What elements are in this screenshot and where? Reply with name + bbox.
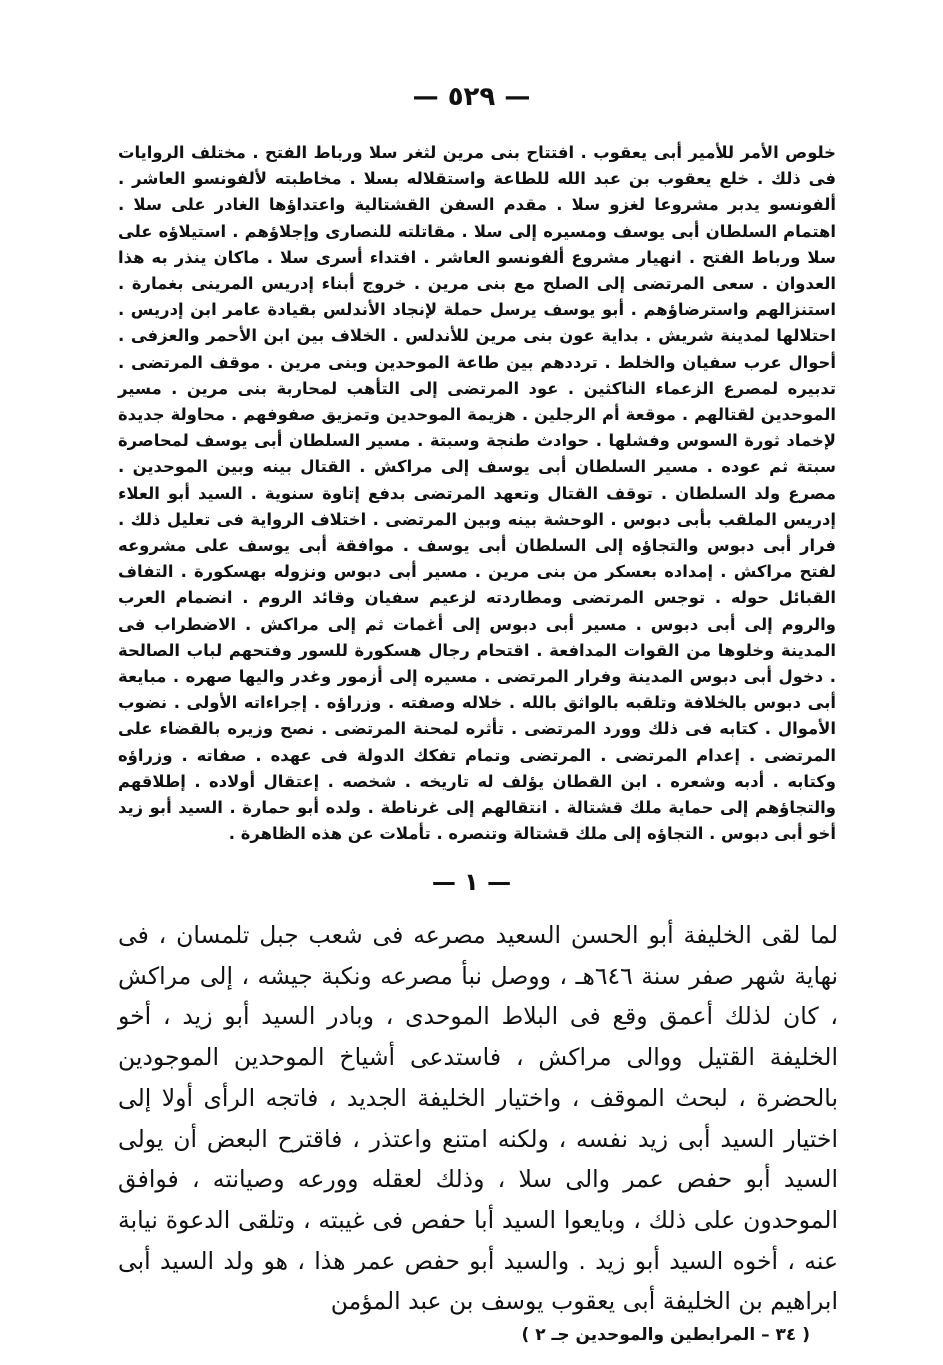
page-number: — ٥٢٩ —	[412, 82, 531, 112]
main-text	[118, 915, 838, 1322]
section-number: — ١ —	[431, 868, 512, 896]
footer-signature: ( ٣٤ – المرابطين والموحدين جـ ٢ )	[521, 1325, 810, 1345]
summary-paragraph: خلوص الأمر للأمير أبى يعقوب . افتتاح بنى مرين لثغر سلا ورباط الفتح . مختلف الروايات فى ذلك . خلع يعقوب بن عبد الله للطاعة واستقلاله بسلا . مخاطبته لألفونسو العاشر . ألفونسو يدبر مشروعا لغزو سلا . مقدم السفن القشتالية واعتداؤها الغادر على سلا . اهتمام السلطان أبى يوسف ومسيره إلى سلا . مقاتلته للنصارى وإجلاؤهم . استيلاؤه على سلا ورباط الفتح . انهيار مشروع ألفونسو العاشر . افتداء أسرى سلا . ماكان ينذر به هذا العدوان . سعى المرتضى إلى الصلح مع بنى مرين . خروج أبناء إدريس المرينى بغمارة . استنزالهم واسترضاؤهم . أبو يوسف يرسل حملة لإنجاد الأندلس بقيادة عامر ابن إدريس . احتلالها لمدينة شريش . بداية عون بنى مرين للأندلس . الخلاف بين ابن الأحمر والعزفى . أحوال عرب سفيان والخلط . ترددهم بين طاعة الموحدين وبنى مرين . موقف المرتضى . تدبيره لمصرع الزعماء الناكثين . عود المرتضى إلى التأهب لمحاربة بنى مرين . مسير الموحدين لقتالهم . موقعة أم الرجلين . هزيمة الموحدين وتمزيق صفوفهم . محاولة جديدة لإخماد ثورة السوس وفشلها . حوادث طنجة وسبتة . مسير السلطان أبى يوسف لمحاصرة سبتة ثم عوده . مسير السلطان أبى يوسف إلى مراكش . القتال بينه وبين الموحدين . مصرع ولد السلطان . توقف القتال وتعهد المرتضى بدفع إتاوة سنوية . السيد أبو العلاء إدريس الملقب بأبى دبوس . الوحشة بينه وبين المرتضى . اختلاف الرواية فى تعليل ذلك . فرار أبى دبوس والتجاؤه إلى السلطان أبى يوسف . موافقة أبى يوسف على مشروعه لفتح مراكش . إمداده بعسكر من بنى مرين . مسير أبى دبوس ونزوله بهسكورة . التفاف القبائل حوله . توجس المرتضى ومطاردته لزعيم سفيان وقائد الروم . انضمام العرب والروم إلى أبى دبوس . مسير أبى دبوس إلى أغمات ثم إلى مراكش . الاضطراب فى المدينة وخلوها من القوات المدافعة . اقتحام رجال هسكورة للسور وفتحهم لباب الصالحة . دخول أبى دبوس المدينة وفرار المرتضى . مسيره إلى أزمور وغدر واليها صهره . مبايعة أبى دبوس بالخلافة وتلقبه بالواثق بالله . خلاله وصفته . وزراؤه . إجراءاته الأولى . نضوب الأموال . كتابه فى ذلك وورد المرتضى . تأثره لمحنة المرتضى . نصح وزيره بالقضاء على المرتضى . إعدام المرتضى . المرتضى وتمام تفكك الدولة فى عهده . صفاته . وزراؤه وكتابه . أدبه وشعره . ابن القطان يؤلف له تاريخه . شخصه . إعتقال أولاده . إطلاقهم والتجاؤهم إلى حماية ملك قشتالة . انتقالهم إلى غرناطة . ولده أبو حمارة . السيد أبو زيد أخو أبى دبوس . التجاؤه إلى ملك قشتالة وتنصره . تأملات عن هذه الظاهرة .	[118, 143, 836, 844]
chapter-summary	[118, 140, 836, 847]
body-paragraph: لما لقى الخليفة أبو الحسن السعيد مصرعه فى شعب جبل تلمسان ، فى نهاية شهر صفر سنة ٦٤٦هـ ، ووصل نبأ مصرعه ونكبة جيشه ، إلى مراكش ، كان لذلك أعمق وقع فى البلاط الموحدى ، وبادر السيد أبو زيد ، أخو الخليفة القتيل ووالى مراكش ، فاستدعى أشياخ الموحدين الموجودين بالحضرة ، لبحث الموقف ، واختيار الخليفة الجديد ، فاتجه الرأى أولا إلى اختيار السيد أبى زيد نفسه ، ولكنه امتنع واعتذر ، فاقترح البعض أن يولى السيد أبو حفص عمر والى سلا ، وذلك لعقله وورعه وصيانته ، فوافق الموحدون على ذلك ، وبايعوا السيد أبا حفص فى غيبته ، وتلقى الدعوة نيابة عنه ، أخوه السيد أبو زيد . والسيد أبو حفص عمر هذا ، هو ولد السيد أبى ابراهيم بن الخليفة أبى يعقوب يوسف بن عبد المؤمن	[118, 921, 839, 1316]
